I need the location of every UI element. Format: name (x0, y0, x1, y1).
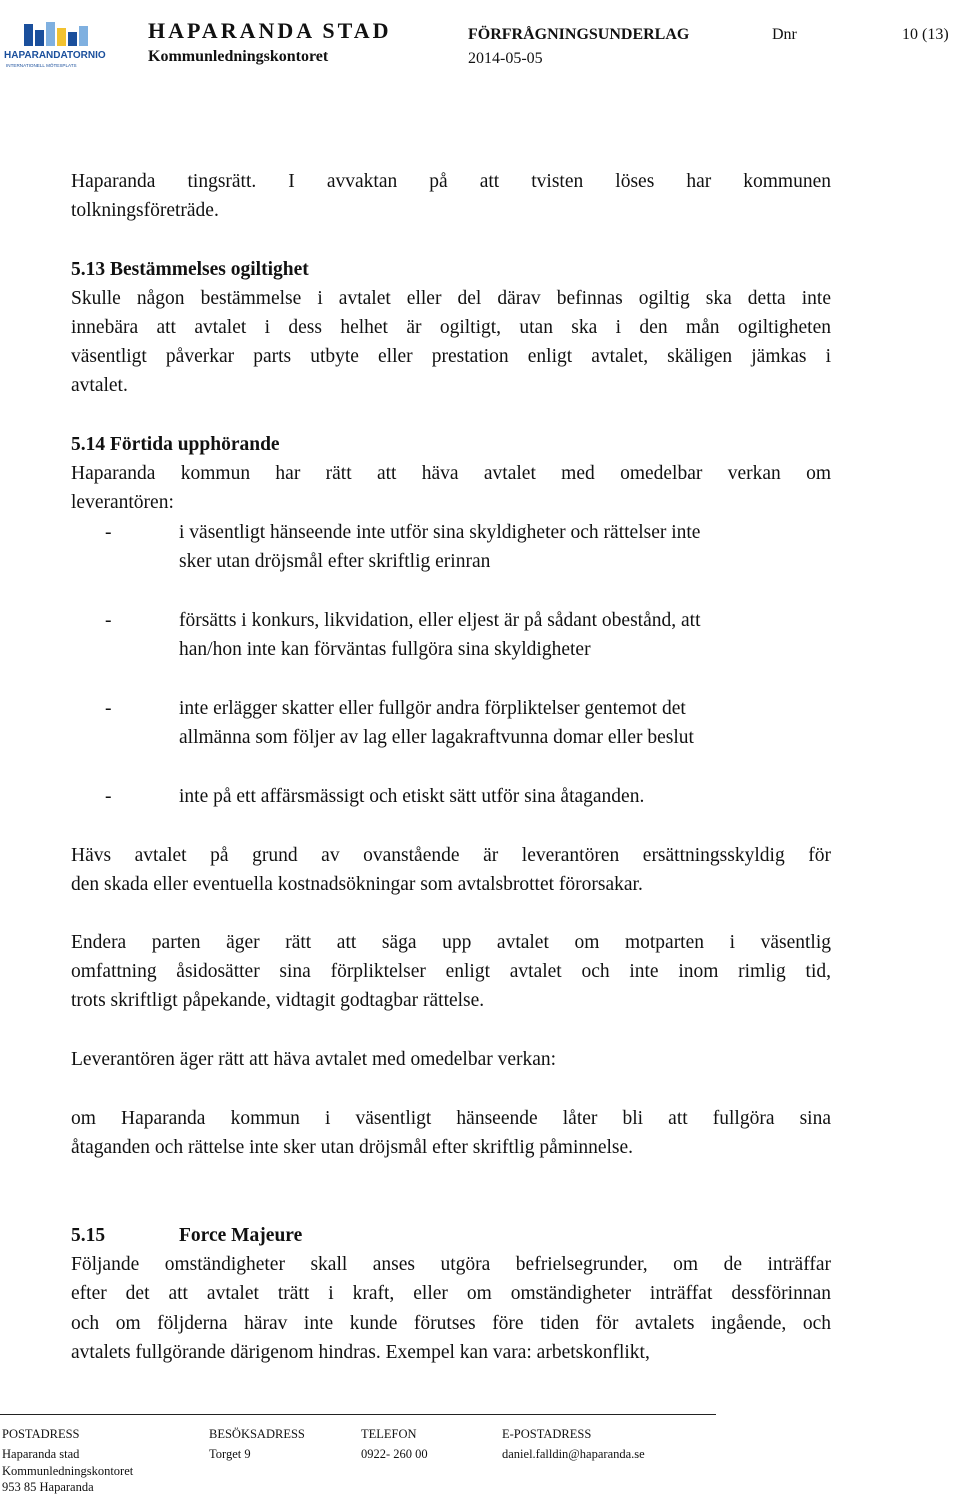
list-item-line: han/hon inte kan förväntas fullgöra sina skyldigheter (179, 639, 591, 660)
paragraph-leverantoren: Leverantören äger rätt att häva avtalet med omedelbar verkan: (71, 1049, 557, 1070)
paragraph-havs-line: den skada eller eventuella kostnadsökningar som avtalsbrottet förorsakar. (71, 874, 643, 895)
dnr-label: Dnr (772, 26, 797, 43)
doc-date: 2014-05-05 (468, 50, 543, 67)
list-item-line: sker utan dröjsmål efter skriftlig erinran (179, 551, 491, 572)
section-5-15-heading: Force Majeure (179, 1225, 303, 1246)
section-5-13-line: innebära att avtalet i dess helhet är ogiltigt, utan ska i den mån ogiltigheten (71, 317, 831, 338)
paragraph-endera-line: omfattning åsidosätter sina förpliktelser enligt avtalet och inte inom rimlig tid, (71, 961, 831, 982)
list-dash: - (105, 786, 112, 807)
section-5-15-line: Följande omständigheter skall anses utgöra befrielsegrunder, om de inträffar (71, 1254, 831, 1275)
list-item-line: inte erlägger skatter eller fullgör andra förpliktelser gentemot det (179, 698, 686, 719)
department: Kommunledningskontoret (148, 48, 329, 65)
logo-subtext: INTERNATIONELL MÖTESPLATS (6, 63, 77, 68)
footer-post-label: POSTADRESS (2, 1427, 80, 1441)
list-item-line: försätts i konkurs, likvidation, eller eljest är på sådant obestånd, att (179, 610, 701, 631)
footer-email-label: E-POSTADRESS (502, 1427, 592, 1441)
footer-email-value[interactable]: daniel.falldin@haparanda.se (502, 1447, 645, 1461)
continued-line-2: tolkningsföreträde. (71, 200, 219, 221)
section-5-15-line: avtalets fullgörande därigenom hindras. Exempel kan vara: arbetskonflikt, (71, 1342, 650, 1363)
logo-graphic (4, 20, 108, 70)
org-name: HAPARANDA STAD (148, 18, 392, 43)
footer-visit-label: BESÖKSADRESS (209, 1427, 305, 1441)
section-5-14-intro-line: Haparanda kommun har rätt att häva avtalet med omedelbar verkan om (71, 463, 831, 484)
paragraph-om-line: om Haparanda kommun i väsentligt hänseende låter bli att fullgöra sina (71, 1108, 831, 1129)
section-5-14-heading: 5.14 Förtida upphörande (71, 434, 280, 455)
footer-phone-value: 0922- 260 00 (361, 1447, 428, 1461)
haparanda-tornio-logo (4, 20, 108, 70)
continued-line-1: Haparanda tingsrätt. I avvaktan på att tvisten löses har kommunen (71, 171, 831, 192)
paragraph-endera-line: Endera parten äger rätt att säga upp avtalet om motparten i väsentlig (71, 932, 831, 953)
list-dash: - (105, 522, 112, 543)
section-5-13-heading: 5.13 Bestämmelses ogiltighet (71, 259, 309, 280)
section-5-13-line: väsentligt påverkar parts utbyte eller prestation enligt avtalet, skäligen jämkas i (71, 346, 831, 367)
footer-post-line: Haparanda stad (2, 1447, 80, 1461)
section-5-14-intro-line: leverantören: (71, 492, 174, 513)
section-5-15-number: 5.15 (71, 1225, 106, 1246)
paragraph-endera-line: trots skriftligt påpekande, vidtagit godtagbar rättelse. (71, 990, 485, 1011)
footer-phone-label: TELEFON (361, 1427, 417, 1441)
page-number: 10 (13) (902, 26, 949, 43)
paragraph-havs-line: Hävs avtalet på grund av ovanstående är leverantören ersättningsskyldig för (71, 845, 831, 866)
list-item-line: inte på ett affärsmässigt och etiskt sätt utför sina åtaganden. (179, 786, 645, 807)
list-dash: - (105, 610, 112, 631)
list-item-line: allmänna som följer av lag eller lagakraftvunna domar eller beslut (179, 727, 694, 748)
footer-visit-value: Torget 9 (209, 1447, 251, 1461)
list-item-line: i väsentligt hänseende inte utför sina skyldigheter och rättelser inte (179, 522, 701, 543)
paragraph-om-line: åtaganden och rättelse inte sker utan dröjsmål efter skriftlig påminnelse. (71, 1137, 634, 1158)
section-5-13-line: Skulle någon bestämmelse i avtalet eller del därav befinnas ogiltig ska detta inte (71, 288, 831, 309)
list-dash: - (105, 698, 112, 719)
doc-type: FÖRFRÅGNINGSUNDERLAG (468, 26, 690, 43)
section-5-15-line: efter det att avtalet trätt i kraft, eller om omständigheter inträffat dessförinnan (71, 1283, 831, 1304)
logo-text: HAPARANDATORNIO (4, 50, 106, 61)
footer-divider (0, 1414, 716, 1415)
section-5-15-line: och om följderna härav inte kunde förutses före tiden för avtalets ingående, och (71, 1313, 831, 1334)
footer-post-line: Kommunledningskontoret (2, 1464, 134, 1478)
footer-post-line: 953 85 Haparanda (2, 1480, 94, 1494)
section-5-13-line: avtalet. (71, 375, 128, 396)
